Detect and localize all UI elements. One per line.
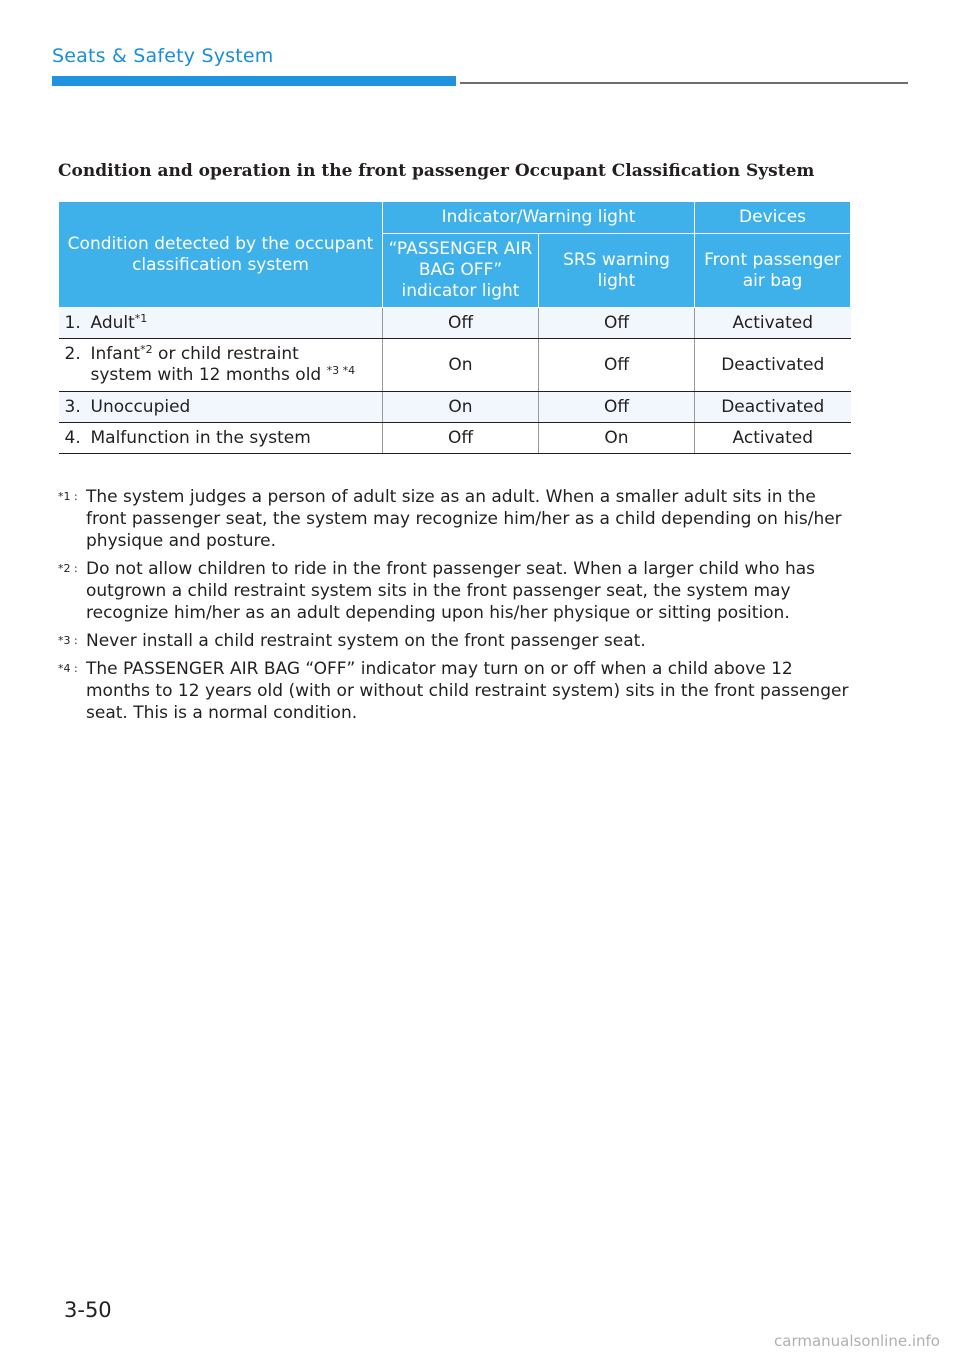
- header-condition: Condition detected by the occupant classification system: [59, 202, 383, 308]
- footnote: [58, 658, 858, 724]
- srs-cell: On: [539, 423, 695, 454]
- footnote-mark: *4 :: [58, 662, 78, 675]
- airbag-cell: Activated: [695, 423, 851, 454]
- footnote-text: The system judges a person of adult size as an adult. When a smaller adult sits in the front passenger seat, the system may recognize him/her as a child depending on his/her physique and posture.: [86, 487, 842, 551]
- footnote: [58, 558, 858, 624]
- footnote-mark: *2 :: [58, 562, 78, 575]
- ocs-table: [58, 201, 851, 454]
- header-front-airbag: Front passenger air bag: [695, 234, 851, 308]
- condition-cell: [59, 423, 383, 454]
- row-label: Adult: [90, 312, 135, 333]
- indicator-cell: Off: [383, 308, 539, 339]
- airbag-cell: Deactivated: [695, 339, 851, 392]
- page-number: 3-50: [64, 1298, 112, 1322]
- section-title: Seats & Safety System: [52, 45, 274, 67]
- airbag-cell: Activated: [695, 308, 851, 339]
- srs-cell: Off: [539, 339, 695, 392]
- footnote: [58, 630, 858, 652]
- condition-cell: [59, 308, 383, 339]
- header-bar-accent: [52, 76, 456, 86]
- table-row: [59, 392, 851, 423]
- indicator-cell: On: [383, 392, 539, 423]
- footnote-text: Do not allow children to ride in the front passenger seat. When a larger child who has outgrown a child restraint system sits in the front passenger seat, the system may recognize him/her as an adult depending upon his/her physique or sitting position.: [86, 559, 816, 623]
- table-row: [59, 423, 851, 454]
- row-label-line2: system with 12 months old: [90, 365, 327, 385]
- row-number: 4.: [64, 427, 81, 448]
- condition-cell: [59, 339, 383, 392]
- row-label-rest: or child restraint: [152, 344, 299, 364]
- row-number: 2.: [64, 344, 81, 364]
- header-bar-rule: [460, 82, 908, 84]
- indicator-cell: Off: [383, 423, 539, 454]
- table-row: [59, 308, 851, 339]
- row-label: Malfunction in the system: [90, 427, 311, 448]
- footnote-ref: *1: [134, 311, 148, 325]
- row-number: 3.: [64, 396, 81, 417]
- header-passenger-airbag-off: “PASSENGER AIR BAG OFF” indicator light: [383, 234, 539, 308]
- row-number: 1.: [64, 312, 81, 333]
- footnote-mark: *3 :: [58, 634, 78, 647]
- header-indicator-group: Indicator/Warning light: [383, 202, 695, 234]
- condition-cell: [59, 392, 383, 423]
- header-devices-group: Devices: [695, 202, 851, 234]
- footnote-text: The PASSENGER AIR BAG “OFF” indicator may turn on or off when a child above 12 months to 12 years old (with or without child restraint system) sits in the front passenger seat. This is a normal condition.: [86, 659, 849, 723]
- srs-cell: Off: [539, 392, 695, 423]
- header-srs-warning: SRS warning light: [539, 234, 695, 308]
- footnote: [58, 486, 858, 552]
- footnote-ref: *3 *4: [326, 364, 356, 377]
- airbag-cell: Deactivated: [695, 392, 851, 423]
- table-row: [59, 339, 851, 392]
- table-heading: Condition and operation in the front passenger Occupant Classification System: [58, 161, 815, 181]
- row-label: Unoccupied: [90, 396, 191, 417]
- footnotes: [58, 486, 858, 730]
- srs-cell: Off: [539, 308, 695, 339]
- footnote-text: Never install a child restraint system on the front passenger seat.: [86, 631, 646, 651]
- row-label: Infant: [90, 344, 141, 364]
- footnote-mark: *1 :: [58, 490, 78, 503]
- watermark: carmanualsonline.info: [774, 1332, 940, 1350]
- indicator-cell: On: [383, 339, 539, 392]
- footnote-ref: *2: [140, 343, 153, 356]
